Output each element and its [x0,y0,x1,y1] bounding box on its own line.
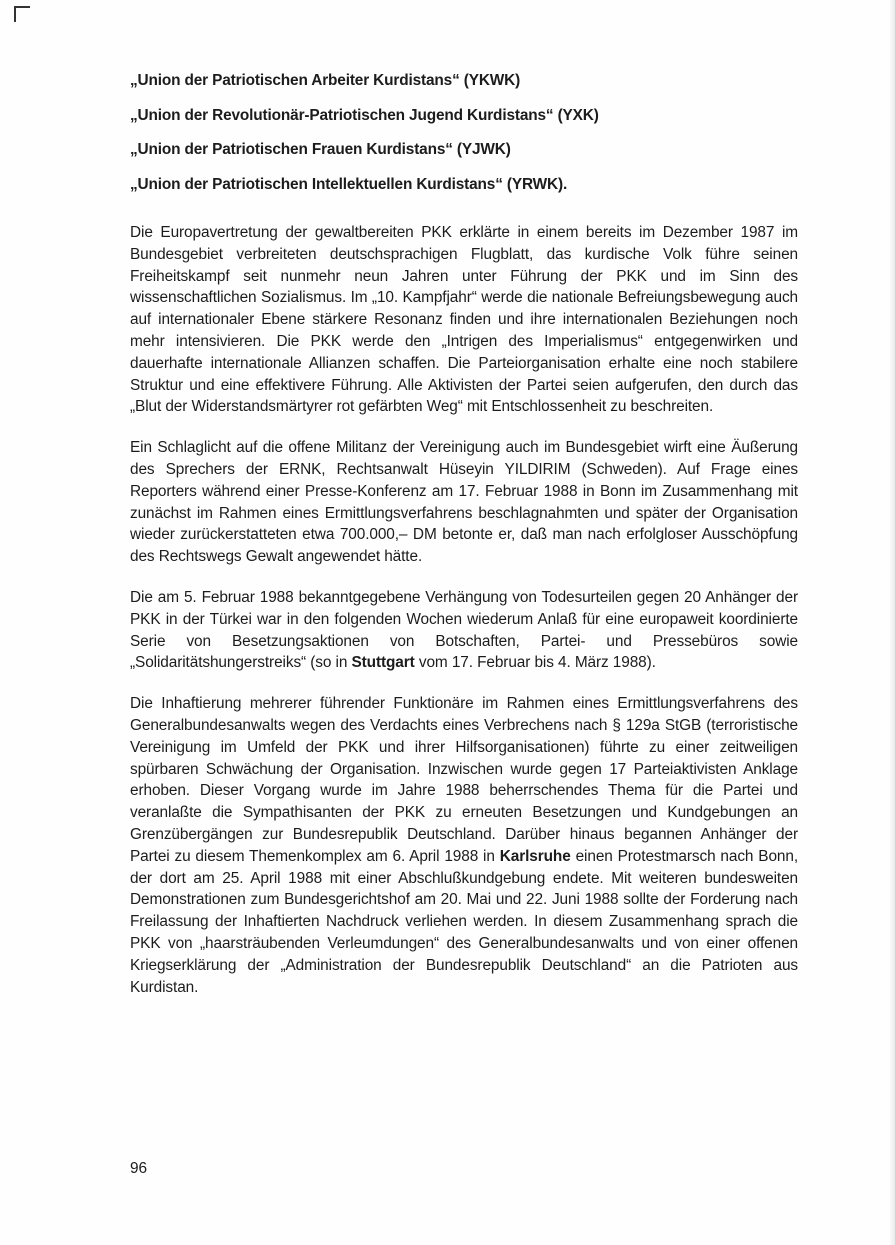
scan-corner-mark [14,6,30,14]
organization-list [130,64,798,202]
page-content [130,64,798,1017]
paragraph-text: Die Inhaftierung mehrerer führender Funktionäre im Rahmen eines Ermittlungsverfahrens des Generalbundesanwalts wegen des Verdachts eines Verbrechens nach § 129a StGB (terroristische Vereinigung im Umfeld der PKK und ihrer Hilfsorganisationen) führte zu einer zeitweiligen spürbaren Schwächung der Organisation. Inzwischen wurde gegen 17 Parteiaktivisten Anklage erhoben. Dieser Vorgang wurde im Jahre 1988 beherrschendes Thema für die Partei und veranlaßte die Sympathisanten der PKK zu erneuten Besetzungen und Kundgebungen an Grenzübergängen zur Bundesrepublik Deutschland. Darüber hinaus begannen Anhänger der Partei zu diesem Themenkomplex am 6. April 1988 in [130,695,798,865]
organization-item: „Union der Patriotischen Intellektuellen Kurdistans“ (YRWK). [130,175,568,193]
page-edge-shadow [889,0,895,1245]
paragraph-text: vom 17. Februar bis 4. März 1988). [414,654,656,672]
city-name: Karlsruhe [499,847,571,865]
scan-corner-line [14,6,16,22]
paragraph-flugblatt: Die Europavertretung der gewaltbereiten PKK erklärte in einem bereits im Dezember 1987 im Bundesgebiet verbreiteten deutschsprachigen Flugblatt, das kurdische Volk führe seinen Freiheitskampf seit nunmehr neun Jahren unter Führung der PKK und im Sinn des wissenschaftlichen Sozialismus. Im „10. Kampfjahr“ werde die nationale Befreiungsbewegung auch auf internationaler Ebene stärkere Resonanz finden und ihre internationalen Beziehungen noch mehr intensivieren. Die PKK werde den „Intrigen des Imperialismus“ entgegenwirken und dauerhafte internationale Allianzen schaffen. Die Parteiorganisation erhalte eine noch stabilere Struktur und eine effektivere Führung. Alle Aktivisten der Partei seien aufgerufen, den durch das „Blut der Widerstandsmärtyrer rot gefärbten Weg“ mit Entschlossenheit zu beschreiten. [130,224,798,416]
paragraph-inhaftierung [130,693,798,998]
paragraph-text: Die am 5. Februar 1988 bekanntgegebene Verhängung von Todesurteilen gegen 20 Anhänger der PKK in der Türkei war in den folgenden Wochen wiederum Anlaß für eine europaweit koordinierte Serie von Besetzungsaktionen von Botschaften, Partei- und Pressebüros sowie „Solidaritätshungerstreiks“ (so in [130,588,798,672]
page-number: 96 [130,1160,148,1177]
paragraph-todesurteile [130,587,798,674]
paragraph-militanz: Ein Schlaglicht auf die offene Militanz der Vereinigung auch im Bundesgebiet wirft eine Äußerung des Sprechers der ERNK, Rechtsanwalt Hüseyin YILDIRIM (Schweden). Auf Frage eines Reporters während einer Presse-Konferenz am 17. Februar 1988 in Bonn im Zusammenhang mit zunächst im Rahmen eines Ermittlungsverfahrens beschlagnahmten und später der Organisation wieder zurückerstatteten etwa 700.000,– DM betonte er, daß man nach erfolgloser Ausschöpfung des Rechtswegs Gewalt angewendet hätte. [130,439,798,566]
organization-item: „Union der Patriotischen Arbeiter Kurdistans“ (YKWK) [130,72,521,89]
organization-item: „Union der Patriotischen Frauen Kurdistans“ (YJWK) [130,141,511,158]
organization-item: „Union der Revolutionär-Patriotischen Jugend Kurdistans“ (YXK) [130,106,599,124]
city-name: Stuttgart [351,654,415,672]
paragraph-text: einen Protestmarsch nach Bonn, der dort am 25. April 1988 mit einer Abschlußkundgebung endete. Mit weiteren bundesweiten Demonstrationen zum Bundesgerichtshof am 20. Mai und 22. Juni 1988 sollte der Forderung nach Freilassung der Inhaftierten Nachdruck verliehen werden. In diesem Zusammenhang sprach die PKK von „haarsträubenden Verleumdungen“ des Generalbundesanwalts und von einer offenen Kriegserklärung der „Administration der Bundesrepublik Deutschland“ an die Patrioten aus Kurdistan. [130,847,799,996]
